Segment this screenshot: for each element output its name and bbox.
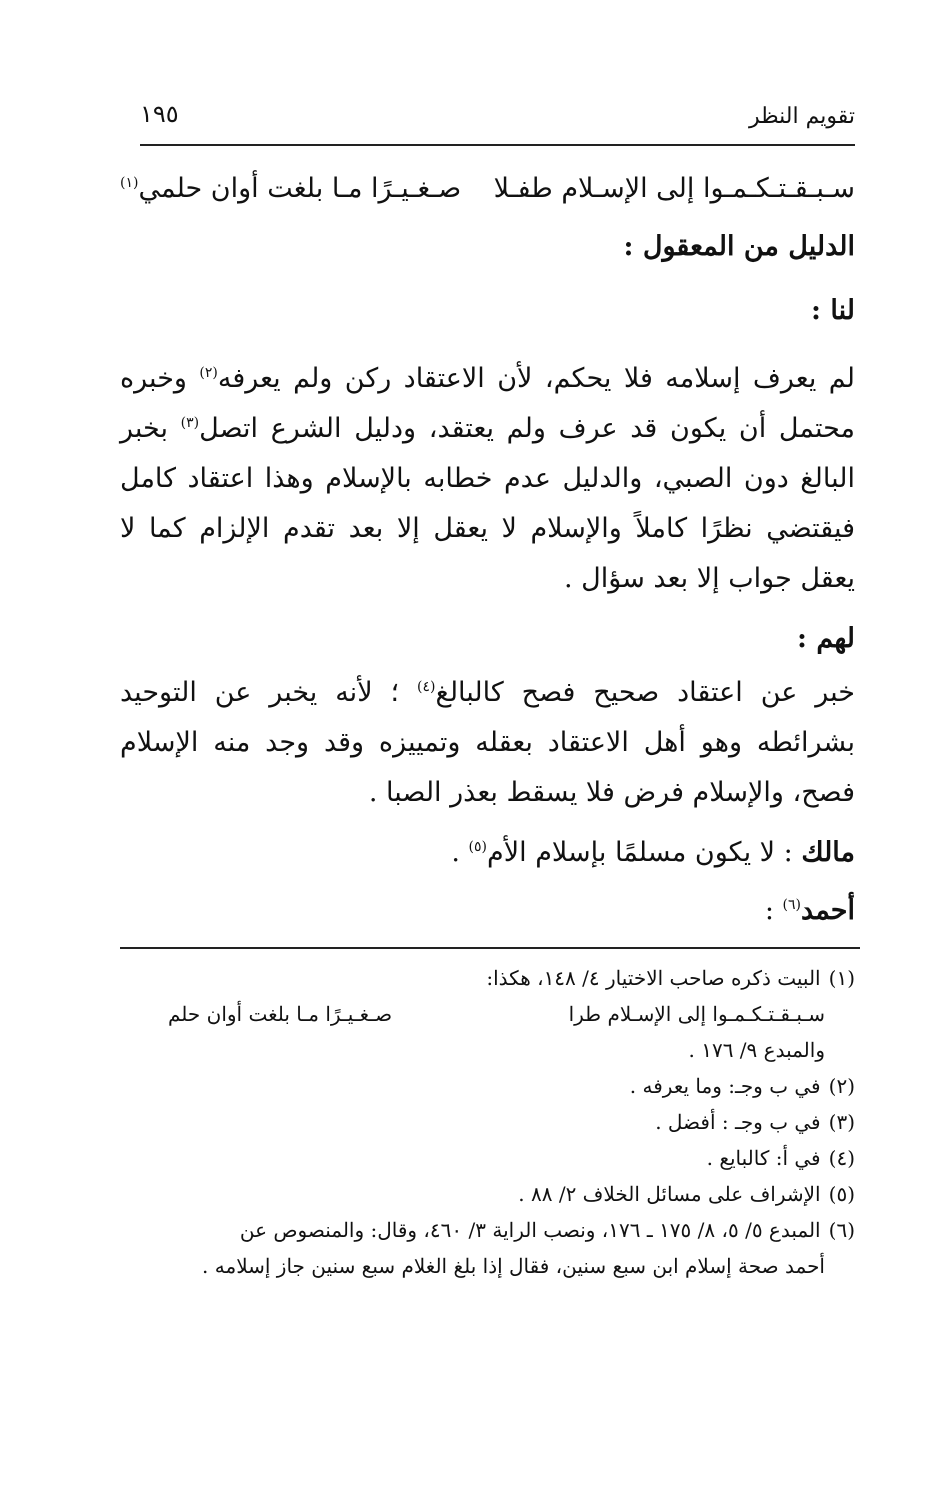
verse-second-hemistich xyxy=(120,160,461,218)
footnote-marker-3: (٣) xyxy=(180,415,200,431)
footnote-6 xyxy=(118,1212,855,1248)
ahmad-end: : xyxy=(764,895,783,926)
footnote-6-text: المبدع ٥/ ٥، ٨/ ١٧٥ ـ ١٧٦، ونصب الراية ٣/ ٤٦٠، وقال: والمنصوص عن xyxy=(239,1218,821,1242)
footnote-1-number: (١) xyxy=(828,966,855,990)
para2-part2: ؛ لأنه يخبر عن التوحيد بشرائطه وهو أهل الاعتقاد بعقله وتمييزه وقد وجد منه الإسلام فصح، والإسلام فرض فلا يسقط بعذر الصبا . xyxy=(120,677,855,808)
footnote-marker-6: (٦) xyxy=(782,897,802,913)
running-title: تقويم النظر xyxy=(748,104,855,129)
footnote-1-source: والمبدع ٩/ ١٧٦ . xyxy=(688,1038,825,1062)
footnote-5-number: (٥) xyxy=(828,1182,855,1206)
heading-for-us: لنا : xyxy=(811,295,855,326)
footnote-4-number: (٤) xyxy=(828,1146,855,1170)
para1-part1: لم يعرف إسلامه فلا يحكم، لأن الاعتقاد ركن ولم يعرفه xyxy=(217,363,855,394)
para1-part2: وخبره محتمل أن يكون قد عرف ولم يعتقد، ودليل الشرع اتصل xyxy=(120,363,855,444)
main-text xyxy=(120,160,855,940)
malik-end: . xyxy=(451,837,469,868)
footnote-3 xyxy=(118,1104,855,1140)
para2-part1: خبر عن اعتقاد صحيح فصح كالبالغ xyxy=(435,677,855,708)
footnote-2 xyxy=(118,1068,855,1104)
footnote-2-text: في ب وجـ: وما يعرفه . xyxy=(629,1074,821,1098)
footnote-4 xyxy=(118,1140,855,1176)
malik-name: مالك xyxy=(801,837,855,868)
paragraph-our-argument xyxy=(120,354,855,604)
footnote-1-text: البيت ذكره صاحب الاختيار ٤/ ١٤٨، هكذا: xyxy=(486,966,821,990)
poetry-verse xyxy=(120,160,855,218)
verse-first-hemistich: سـبـقـتـكـمـوا إلى الإسـلام طفـلا xyxy=(493,173,855,204)
footnote-3-number: (٣) xyxy=(828,1110,855,1134)
verse-second-text: صـغـيـرًا مـا بلغت أوان حلمي xyxy=(138,173,462,204)
footnote-5 xyxy=(118,1176,855,1212)
footnote-2-number: (٢) xyxy=(828,1074,855,1098)
footnote-1 xyxy=(118,960,855,996)
footnote-separator xyxy=(120,947,860,949)
footnote-verse-second: صـغـيـرًا مـا بلغت أوان حلم xyxy=(168,1002,393,1026)
ahmad-opinion xyxy=(120,882,855,940)
malik-opinion xyxy=(120,824,855,882)
footnote-1-verse xyxy=(118,996,855,1032)
footnote-6-continuation: أحمد صحة إسلام ابن سبع سنين، فقال إذا بلغ الغلام سبع سنين جاز إسلامه . xyxy=(202,1254,825,1278)
ahmad-name: أحمد xyxy=(801,895,855,926)
footnotes xyxy=(118,960,855,1284)
page-number: ١٩٥ xyxy=(140,100,179,128)
footnote-3-text: في ب وجـ : أفضل . xyxy=(655,1110,821,1134)
para1-part3: بخبر البالغ دون الصبي، والدليل عدم خطابه بالإسلام وهذا اعتقاد كامل فيقتضي نظرًا كاملاً والإسلام لا يعقل إلا بعد تقدم الإلزام كما لا يعقل جواب إلا بعد سؤال . xyxy=(120,413,855,594)
malik-text: : لا يكون مسلمًا بإسلام الأم xyxy=(487,837,802,868)
page-header xyxy=(140,100,855,146)
heading-for-them: لهم : xyxy=(796,623,855,654)
footnote-verse-first: سـبـقـتـكـمـوا إلى الإسـلام طرا xyxy=(568,1002,825,1026)
footnote-marker-1: (١) xyxy=(120,175,139,191)
footnote-marker-2: (٢) xyxy=(199,365,218,381)
footnote-marker-4: (٤) xyxy=(416,679,436,695)
footnote-4-text: في أ: كالبايع . xyxy=(706,1146,821,1170)
paragraph-their-argument xyxy=(120,668,855,818)
footnote-marker-5: (٥) xyxy=(468,839,487,855)
footnote-6-number: (٦) xyxy=(828,1218,855,1242)
footnote-5-text: الإشراف على مسائل الخلاف ٢/ ٨٨ . xyxy=(518,1182,821,1206)
heading-rational-proof: الدليل من المعقول : xyxy=(623,231,855,262)
